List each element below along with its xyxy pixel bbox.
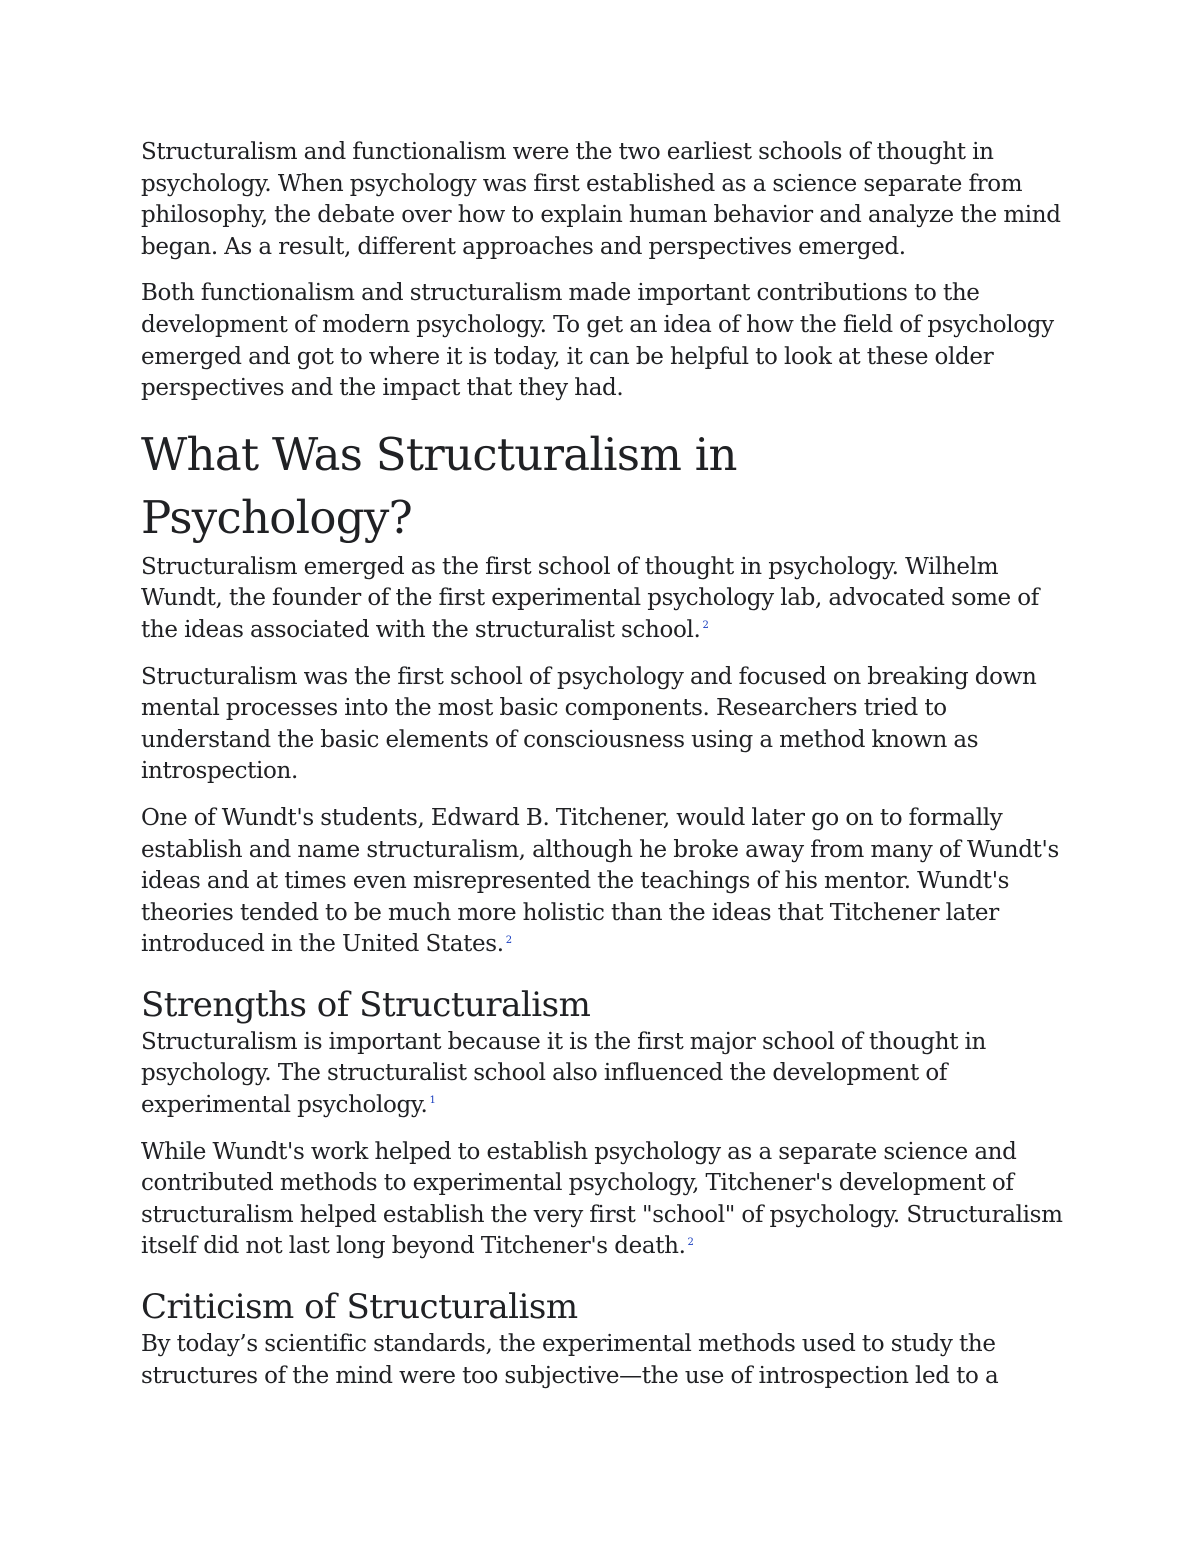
strengths-paragraph-2 [141,1137,1071,1263]
structuralism-paragraph-1 [141,552,1071,647]
strengths-paragraph-1-text: Structuralism is important because it is the first major school of thought in psychology. The structuralist school also influenced the development of experimental psychology. [141,1028,987,1119]
strengths-paragraph-2-text: While Wundt's work helped to establish psychology as a separate science and contributed methods to experimental psychology, Titchener's development of structuralism helped establish the very first "school" of psychology. Structuralism itself did not last long beyond Titchener's death. [141,1138,1063,1260]
strengths-paragraph-1 [141,1027,1071,1122]
structuralism-paragraph-3-text: One of Wundt's students, Edward B. Titchener, would later go on to formally establish and name structuralism, although he broke away from many of Wundt's ideas and at times even misrepresented the teachings of his mentor. Wundt's theories tended to be much more holistic than the ideas that Titchener later introduced in the United States. [141,804,1059,958]
structuralism-heading: What Was Structuralism in Psychology? [141,427,737,544]
criticism-heading: Criticism of Structuralism [141,1287,578,1328]
intro-paragraph-1-text: Structuralism and functionalism were the two earliest schools of thought in psychology. When psychology was first established as a science separate from philosophy, the debate over how to explain human behavior and analyze the mind began. As a result, different approaches and perspectives emerged. [141,139,1061,260]
citation-link[interactable]: 2 [702,620,709,632]
structuralism-paragraph-2 [141,662,1071,788]
strengths-heading: Strengths of Structuralism [141,984,591,1025]
structuralism-paragraph-3 [141,803,1071,961]
intro-paragraph-2-text: Both functionalism and structuralism made important contributions to the development of modern psychology. To get an idea of how the field of psychology emerged and got to where it is today, it can be helpful to look at these older perspectives and the impact that they had. [141,280,1054,402]
criticism-paragraph-1-text: By today’s scientific standards, the experimental methods used to study the structures of the mind were too subjective—the use of introspection led to a [141,1331,999,1389]
citation-link[interactable]: 2 [505,934,512,946]
citation-link[interactable]: 2 [687,1236,694,1248]
intro-paragraph-2 [141,278,1071,404]
criticism-paragraph-1 [141,1329,1071,1392]
structuralism-paragraph-1-text: Structuralism emerged as the first school of thought in psychology. Wilhelm Wundt, the founder of the first experimental psychology lab, advocated some of the ideas associated with the structuralist school. [141,553,1039,643]
structuralism-paragraph-2-text: Structuralism was the first school of psychology and focused on breaking down mental processes into the most basic components. Researchers tried to understand the basic elements of consciousness using a method known as introspection. [141,663,1037,785]
document-page [141,137,1071,1407]
citation-link[interactable]: 1 [429,1095,436,1107]
intro-paragraph-1 [141,137,1071,263]
